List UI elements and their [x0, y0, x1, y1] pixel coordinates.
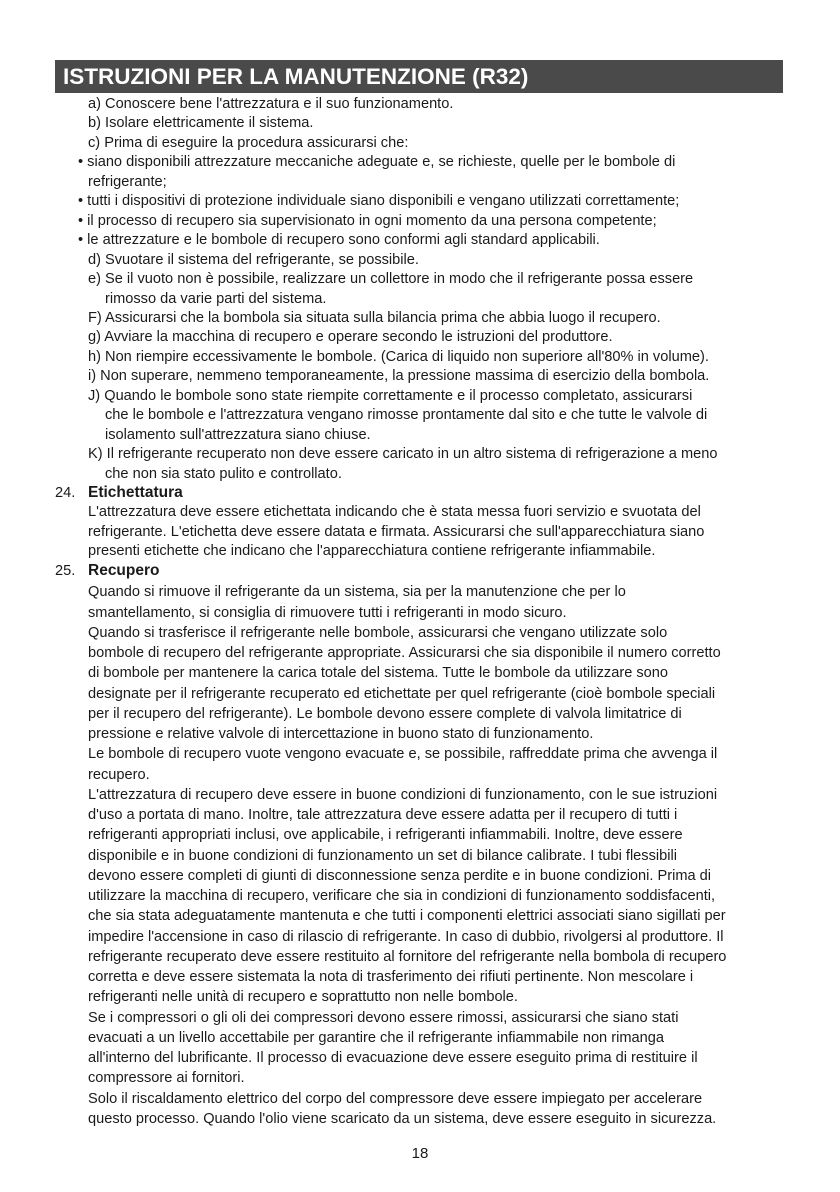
paragraph-line: Quando si rimuove il refrigerante da un sistema, sia per la manutenzione che per lo — [88, 584, 626, 601]
paragraph-line: di bombole per mantenere la carica totale del sistema. Tutte le bombole da utilizzare sono — [88, 665, 669, 682]
paragraph-line: evacuati a un livello accettabile per garantire che il refrigerante infiammabile non rimanga — [88, 1029, 664, 1046]
paragraph-line: utilizzare la macchina di recupero, verificare che sia in condizioni di funzionamento soddisfacenti, — [88, 888, 716, 904]
step-item: J) Quando le bombole sono state riempite correttamente e il processo completato, assicurarsi — [88, 387, 693, 404]
paragraph-line: refrigerante recuperato deve essere restituito al fornitore del refrigerante nella bombola di recupero — [88, 948, 727, 965]
paragraph-line: L'attrezzatura deve essere etichettata indicando che è stata messa fuori servizio e svuotata del — [88, 504, 701, 521]
paragraph-line: refrigerante. L'etichetta deve essere datata e firmata. Assicurarsi che sull'apparecchiatura siano — [88, 523, 705, 540]
paragraph-line: Solo il riscaldamento elettrico del corpo del compressore deve essere impiegato per accelerare — [88, 1090, 703, 1107]
step-item: h) Non riempire eccessivamente le bombole. (Carica di liquido non superiore all'80% in volume). — [88, 348, 709, 365]
paragraph-line: L'attrezzatura di recupero deve essere in buone condizioni di funzionamento, con le sue istruzioni — [88, 786, 718, 803]
paragraph-line: bombole di recupero del refrigerante appropriate. Assicurarsi che sia disponibile il numero corretto — [88, 645, 721, 661]
paragraph-line: Se i compressori o gli oli dei compressori devono essere rimossi, assicurarsi che siano stati — [88, 1009, 679, 1026]
bullet-item: • le attrezzature e le bombole di recupero sono conformi agli standard applicabili. — [78, 232, 600, 249]
paragraph-line: per il recupero del refrigerante). Le bombole devono essere complete di valvola limitatrice di — [88, 705, 682, 722]
step-item: che le bombole e l'attrezzatura vengano rimosse prontamente dal sito e che tutte le valvole di — [105, 407, 708, 424]
paragraph-line: devono essere completi di giunti di disconnessione senza perdite e in buone condizioni. Prima di — [88, 867, 712, 884]
section-number: 24. — [55, 485, 76, 501]
paragraph-line: designate per il refrigerante recuperato ed etichettate per quel refrigerante (cioè bombole speciali — [88, 685, 716, 702]
paragraph-line: compressore ai fornitori. — [88, 1070, 245, 1087]
paragraph-line: questo processo. Quando l'olio viene scaricato da un sistema, deve essere eseguito in sicurezza. — [88, 1110, 717, 1127]
step-item: c) Prima di eseguire la procedura assicurarsi che: — [88, 134, 409, 151]
paragraph-line: d'uso a portata di mano. Inoltre, tale attrezzatura deve essere adatta per il recupero di tutti i — [88, 807, 678, 823]
paragraph-line: refrigeranti appropriati inclusi, ove applicabile, i refrigeranti infiammabili. Inoltre, deve essere — [88, 827, 683, 844]
bullet-item: • tutti i dispositivi di protezione individuale siano disponibili e vengano utilizzati correttamente; — [78, 193, 680, 210]
paragraph-line: impedire l'accensione in caso di rilascio di refrigerante. In caso di dubbio, rivolgersi al produttore. Il — [88, 928, 724, 945]
step-item: che non sia stato pulito e controllato. — [105, 465, 342, 482]
paragraph-line: smantellamento, si consiglia di rimuovere tutti i refrigeranti in modo sicuro. — [88, 604, 567, 621]
section-number: 25. — [55, 562, 76, 579]
step-item: d) Svuotare il sistema del refrigerante, se possibile. — [88, 251, 419, 268]
page-title: ISTRUZIONI PER LA MANUTENZIONE (R32) — [55, 60, 783, 93]
step-item: b) Isolare elettricamente il sistema. — [88, 115, 314, 132]
step-item: isolamento sull'attrezzatura siano chiuse. — [105, 426, 371, 443]
step-item: a) Conoscere bene l'attrezzatura e il suo funzionamento. — [88, 96, 454, 112]
step-item: F) Assicurarsi che la bombola sia situata sulla bilancia prima che abbia luogo il recupero. — [88, 309, 661, 326]
step-item: e) Se il vuoto non è possibile, realizzare un collettore in modo che il refrigerante possa essere — [88, 271, 694, 288]
step-item: g) Avviare la macchina di recupero e operare secondo le istruzioni del produttore. — [88, 329, 613, 346]
bullet-item: • siano disponibili attrezzature meccaniche adeguate e, se richieste, quelle per le bombole di — [78, 154, 676, 171]
paragraph-line: Le bombole di recupero vuote vengono evacuate e, se possibile, raffreddate prima che avvenga il — [88, 746, 718, 763]
bullet-item: • il processo di recupero sia supervisionato in ogni momento da una persona competente; — [78, 212, 657, 229]
paragraph-line: all'interno del lubrificante. Il processo di evacuazione deve essere eseguito prima di restituire il — [88, 1050, 698, 1066]
paragraph-line: disponibile e in buone condizioni di funzionamento un set di bilance calibrate. I tubi flessibili — [88, 847, 677, 864]
step-item: K) Il refrigerante recuperato non deve essere caricato in un altro sistema di refrigerazione a meno — [88, 446, 718, 463]
bullet-item: refrigerante; — [88, 173, 167, 190]
paragraph-line: corretta e deve essere sistemata la nota di trasferimento dei rifiuti pertinente. Non mescolare i — [88, 969, 694, 985]
paragraph-line: presenti etichette che indicano che l'apparecchiatura contiene refrigerante infiammabile. — [88, 543, 656, 560]
paragraph-line: refrigeranti nelle unità di recupero e soprattutto non nelle bombole. — [88, 989, 518, 1006]
step-item: rimosso da varie parti del sistema. — [105, 290, 327, 307]
paragraph-line: Quando si trasferisce il refrigerante nelle bombole, assicurarsi che vengano utilizzate solo — [88, 624, 668, 641]
section-title: Etichettatura — [88, 484, 183, 501]
step-item: i) Non superare, nemmeno temporaneamente, la pressione massima di esercizio della bombola. — [88, 368, 710, 385]
paragraph-line: pressione e relative valvole di intercettazione in buono stato di funzionamento. — [88, 726, 594, 742]
paragraph-line: recupero. — [88, 766, 150, 783]
page-number: 18 — [411, 1145, 429, 1162]
paragraph-line: che sia stata adeguatamente mantenuta e che tutti i componenti elettrici associati siano sigillati per — [88, 908, 726, 925]
section-title: Recupero — [88, 561, 160, 579]
